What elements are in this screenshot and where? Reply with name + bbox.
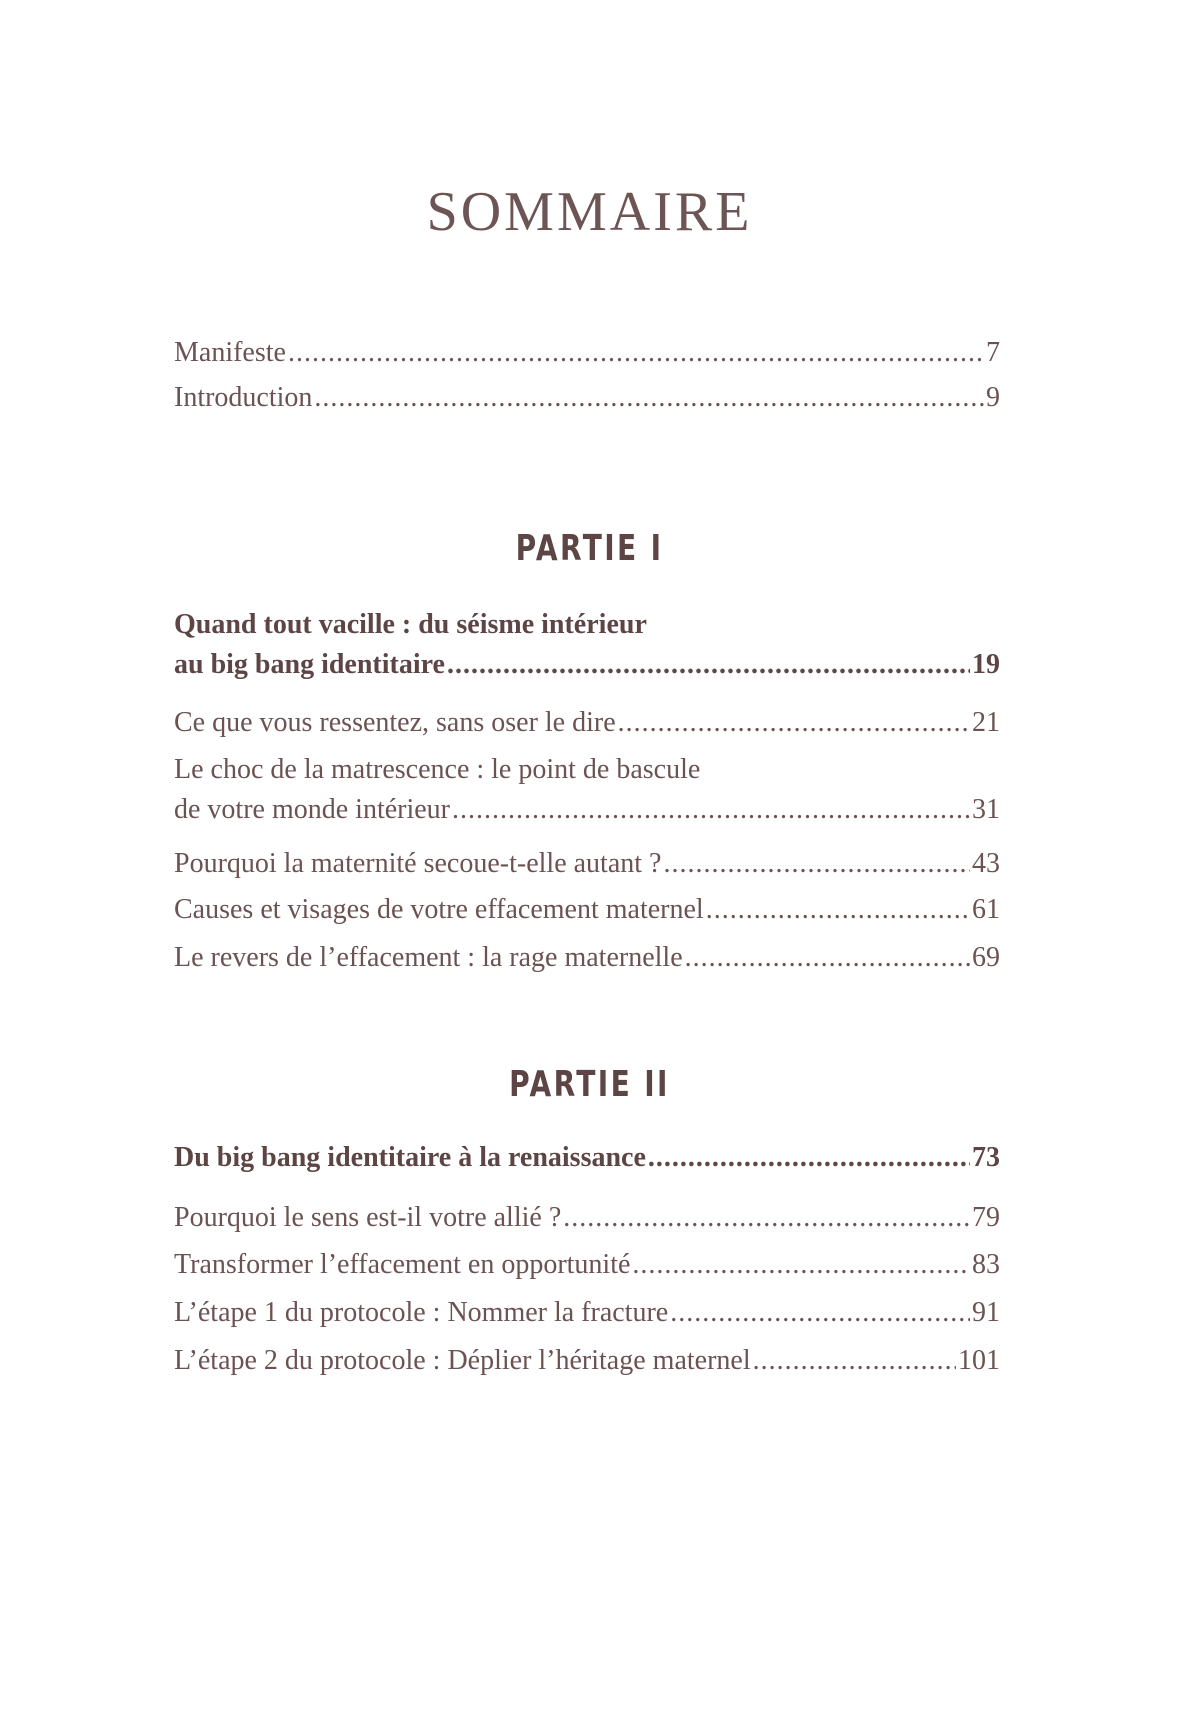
toc-entry-label: Ce que vous ressentez, sans oser le dire [174,707,616,738]
toc-entry[interactable] [174,1245,1000,1285]
toc-entry-label: Transformer l’effacement en opportunité [174,1249,631,1280]
dot-leader [706,890,970,930]
toc-entry[interactable] [174,1293,1000,1333]
toc-entry[interactable] [174,1341,1000,1381]
page-title: SOMMAIRE [426,181,753,243]
dot-leader [663,844,970,884]
toc-chapter-line1: Quand tout vacille : du séisme intérieur [174,609,647,640]
part-heading-1: PARTIE I [515,528,664,569]
toc-chapter-label: Du big bang identitaire à la renaissance [174,1142,646,1173]
dot-leader [447,645,970,685]
toc-entry-line1: Le choc de la matrescence : le point de bascule [174,754,701,785]
dot-leader [618,703,970,743]
dot-leader [670,1293,970,1333]
toc-entry-manifeste[interactable] [174,333,1000,373]
dot-leader [648,1138,970,1178]
toc-entry-introduction[interactable] [174,378,1000,418]
toc-page-number: 83 [972,1249,1000,1280]
dot-leader [685,938,970,978]
toc-page-number: 21 [972,707,1000,738]
toc-chapter-label: au big bang identitaire [174,649,445,680]
toc-entry-label: Pourquoi la maternité secoue-t-elle autant ? [174,848,662,879]
toc-chapter-part1[interactable] [174,605,1000,685]
toc-page-number: 73 [972,1142,1000,1173]
dot-leader [563,1198,970,1238]
dot-leader [314,378,984,418]
toc-page-number: 79 [972,1202,1000,1233]
dot-leader [452,790,970,830]
toc-page-number: 69 [972,942,1000,973]
toc-page-number: 7 [986,337,1000,368]
toc-entry-label: Causes et visages de votre effacement maternel [174,894,704,925]
toc-entry-label: Manifeste [174,337,286,368]
toc-entry[interactable] [174,703,1000,743]
dot-leader [753,1341,956,1381]
toc-entry[interactable] [174,1198,1000,1238]
toc-entry[interactable] [174,938,1000,978]
toc-entry[interactable] [174,750,1000,830]
toc-entry-label: Pourquoi le sens est-il votre allié ? [174,1202,562,1233]
toc-page-number: 101 [958,1345,1000,1376]
toc-entry-label: Le revers de l’effacement : la rage maternelle [174,942,683,973]
toc-page-number: 9 [986,382,1000,413]
toc-entry-label: L’étape 1 du protocole : Nommer la fracture [174,1297,669,1328]
toc-entry[interactable] [174,844,1000,884]
toc-entry-label: Introduction [174,382,313,413]
dot-leader [288,333,984,373]
toc-page-number: 31 [972,794,1000,825]
toc-page-number: 19 [972,649,1000,680]
toc-entry[interactable] [174,890,1000,930]
dot-leader [632,1245,970,1285]
toc-page-number: 61 [972,894,1000,925]
toc-entry-label: L’étape 2 du protocole : Déplier l’héritage maternel [174,1345,751,1376]
toc-chapter-part2[interactable] [174,1138,1000,1178]
toc-page-number: 43 [972,848,1000,879]
toc-page-number: 91 [972,1297,1000,1328]
part-heading-2: PARTIE II [509,1064,670,1105]
toc-entry-label: de votre monde intérieur [174,794,451,825]
